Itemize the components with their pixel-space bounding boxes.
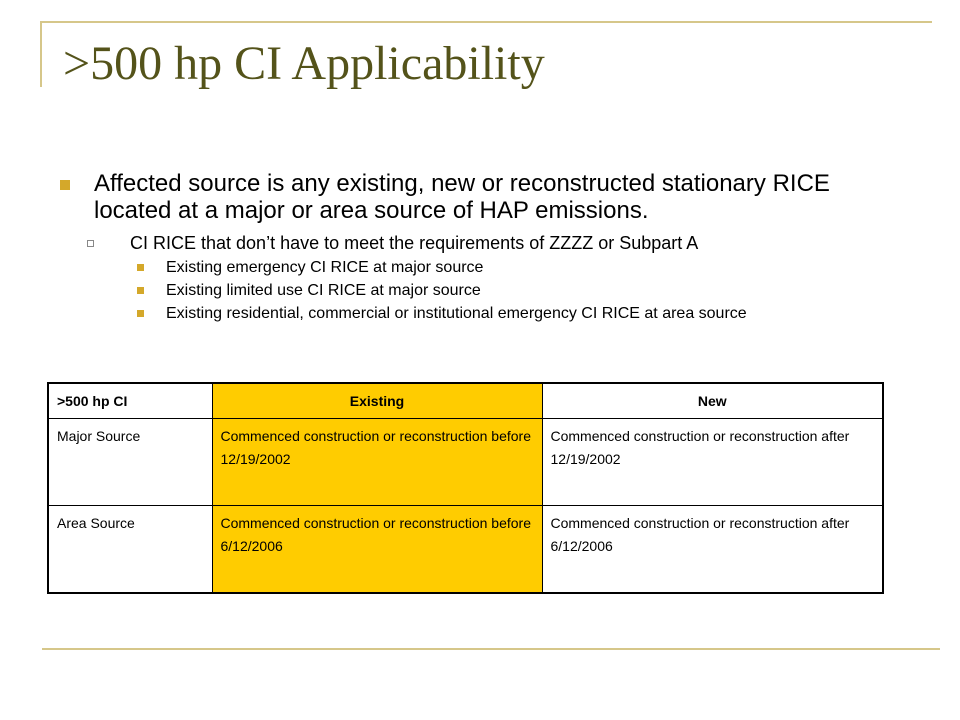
bullet-text: Affected source is any existing, new or reconstructed stationary RICE located at a major or area source of HAP emissions.: [94, 170, 830, 224]
table-header-row: [48, 383, 883, 419]
cell-area-existing: Commenced construction or reconstruction before 6/12/2006: [212, 505, 542, 593]
hollow-square-bullet-icon: [87, 240, 94, 247]
applicability-table: [47, 382, 884, 594]
table-row: [48, 419, 883, 506]
bullet-existing-emergency: [60, 258, 900, 277]
cell-major-existing: Commenced construction or reconstruction before 12/19/2002: [212, 419, 542, 506]
row-label-major: Major Source: [48, 419, 212, 506]
bullet-text: CI RICE that don’t have to meet the requirements of ZZZZ or Subpart A: [130, 233, 699, 253]
bullet-text: Existing residential, commercial or institutional emergency CI RICE at area source: [166, 305, 747, 322]
header-cell-hp: >500 hp CI: [48, 383, 212, 419]
row-label-area: Area Source: [48, 505, 212, 593]
square-bullet-icon: [137, 264, 144, 271]
bullet-affected-source: [60, 170, 900, 224]
square-bullet-icon: [137, 287, 144, 294]
cell-major-new: Commenced construction or reconstruction after 12/19/2002: [542, 419, 883, 506]
header-cell-existing: Existing: [212, 383, 542, 419]
bullet-existing-limited: [60, 281, 900, 300]
bullet-text: Existing limited use CI RICE at major source: [166, 282, 481, 299]
left-rule: [40, 21, 42, 87]
bullet-text: Existing emergency CI RICE at major source: [166, 259, 484, 276]
slide-title: >500 hp CI Applicability: [63, 37, 545, 90]
square-bullet-icon: [60, 180, 70, 190]
bullet-list: [60, 170, 900, 323]
bullet-ci-rice: [60, 232, 900, 254]
bullet-existing-residential: [60, 304, 900, 323]
bottom-rule: [42, 648, 940, 650]
square-bullet-icon: [137, 310, 144, 317]
header-cell-new: New: [542, 383, 883, 419]
top-rule: [42, 21, 932, 23]
table-row: [48, 505, 883, 593]
cell-area-new: Commenced construction or reconstruction after 6/12/2006: [542, 505, 883, 593]
